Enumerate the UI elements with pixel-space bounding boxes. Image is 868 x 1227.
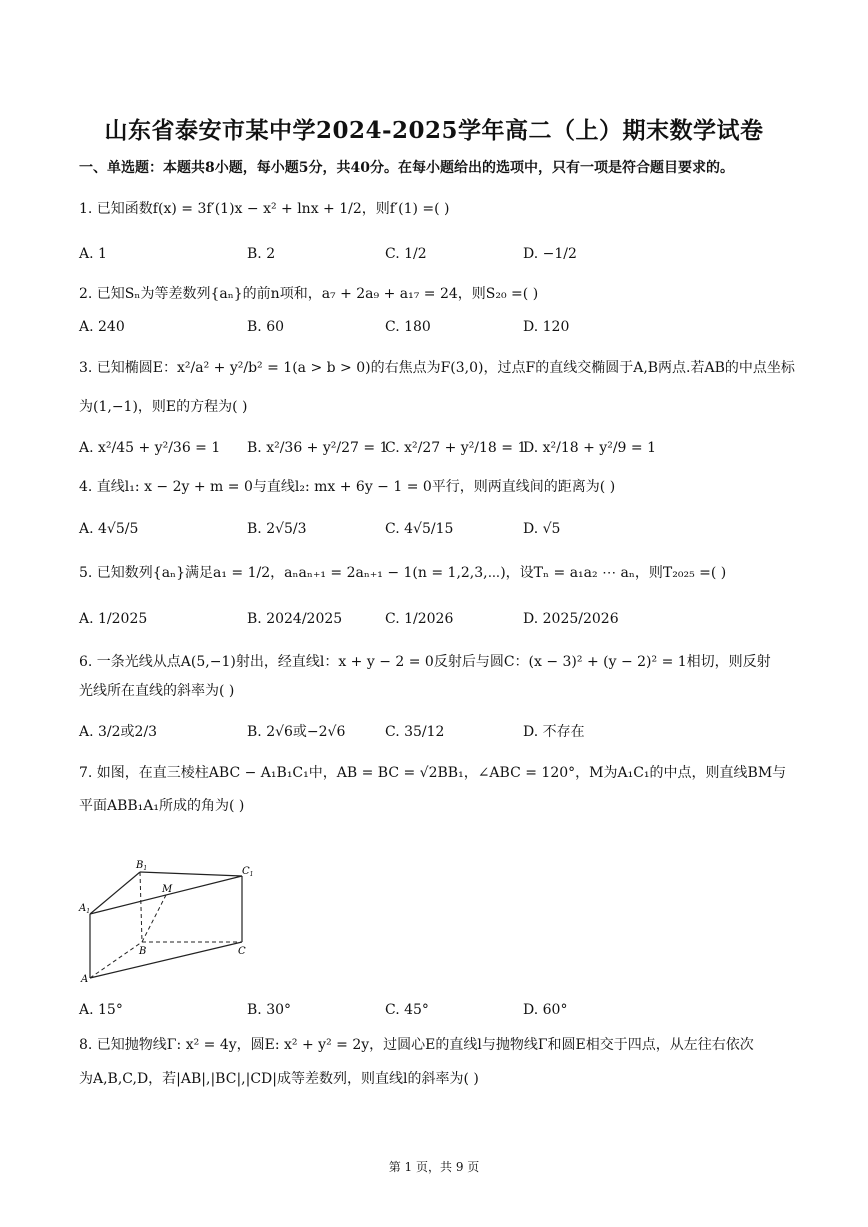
q7-option-b: B. 30° — [247, 1002, 292, 1018]
q1-option-d: D. −1/2 — [523, 246, 577, 262]
question-7-stem: 7. 如图，在直三棱柱ABC − A₁B₁C₁中，AB = BC = √2BB₁，∠ABC = 120°，M为A₁C₁的中点，则直线BM与 — [79, 765, 787, 781]
prism-figure — [76, 858, 266, 986]
question-7-stem-cont: 平面ABB₁A₁所成的角为( ) — [79, 798, 245, 814]
q4-option-c: C. 4√5/15 — [385, 521, 454, 537]
question-8-stem: 8. 已知抛物线Γ: x² = 4y，圆E: x² + y² = 2y，过圆心E的直线l与抛物线Γ和圆E相交于四点，从左往右依次 — [79, 1037, 754, 1053]
label-b1: $B_1$ — [136, 860, 148, 872]
q1-option-b: B. 2 — [247, 246, 276, 262]
q4-option-a: A. 4√5/5 — [79, 521, 139, 537]
label-c1: $C_1$ — [242, 866, 254, 878]
q2-option-c: C. 180 — [385, 319, 431, 335]
question-5-stem: 5. 已知数列{aₙ}满足a₁ = 1/2，aₙaₙ₊₁ = 2aₙ₊₁ − 1(n = 1,2,3,⋯)，设Tₙ = a₁a₂ ⋯ aₙ，则T₂₀₂₅ =( ) — [79, 565, 727, 581]
label-b: B — [139, 946, 147, 957]
q4-option-d: D. √5 — [523, 521, 561, 537]
q7-option-d: D. 60° — [523, 1002, 568, 1018]
edge-bb1 — [140, 872, 142, 942]
q3-option-b: B. x²/36 + y²/27 = 1 — [247, 440, 389, 456]
q1-option-a: A. 1 — [79, 246, 107, 262]
edge-ab — [90, 942, 142, 978]
question-6-stem: 6. 一条光线从点A(5,−1)射出，经直线l：x + y − 2 = 0反射后与圆C：(x − 3)² + (y − 2)² = 1相切，则反射 — [79, 654, 771, 670]
edge-ac — [90, 942, 242, 978]
edge-b1c1 — [140, 872, 242, 876]
q4-option-b: B. 2√5/3 — [247, 521, 307, 537]
q5-option-b: B. 2024/2025 — [247, 611, 343, 627]
q6-option-a: A. 3/2或2/3 — [79, 724, 158, 740]
question-3-stem-cont: 为(1,−1)，则E的方程为( ) — [79, 399, 248, 415]
q5-option-d: D. 2025/2026 — [523, 611, 619, 627]
q7-option-c: C. 45° — [385, 1002, 429, 1018]
question-8-stem-cont: 为A,B,C,D，若|AB|,|BC|,|CD|成等差数列，则直线l的斜率为( ) — [79, 1071, 479, 1087]
q2-option-b: B. 60 — [247, 319, 285, 335]
q3-option-c: C. x²/27 + y²/18 = 1 — [385, 440, 527, 456]
question-6-stem-cont: 光线所在直线的斜率为( ) — [79, 683, 235, 699]
question-2-stem: 2. 已知Sₙ为等差数列{aₙ}的前n项和，a₇ + 2a₉ + a₁₇ = 24，则S₂₀ =( ) — [79, 286, 539, 302]
q3-option-a: A. x²/45 + y²/36 = 1 — [79, 440, 221, 456]
q2-option-d: D. 120 — [523, 319, 570, 335]
label-m: M — [162, 884, 173, 895]
q6-option-c: C. 35/12 — [385, 724, 445, 740]
q2-option-a: A. 240 — [79, 319, 125, 335]
label-a1: $A_1$ — [79, 903, 91, 915]
question-3-stem: 3. 已知椭圆E：x²/a² + y²/b² = 1(a > b > 0)的右焦点为F(3,0)，过点F的直线交椭圆于A,B两点.若AB的中点坐标 — [79, 360, 795, 376]
q7-option-a: A. 15° — [79, 1002, 123, 1018]
label-a: A — [81, 974, 89, 985]
section-heading: 一、单选题：本题共8小题，每小题5分，共40分。在每小题给出的选项中，只有一项是符合题目要求的。 — [79, 160, 734, 176]
q6-option-b: B. 2√6或−2√6 — [247, 724, 346, 740]
q6-option-d: D. 不存在 — [523, 724, 585, 740]
question-4-stem: 4. 直线l₁: x − 2y + m = 0与直线l₂: mx + 6y − 1 = 0平行，则两直线间的距离为( ) — [79, 479, 616, 495]
q3-option-d: D. x²/18 + y²/9 = 1 — [523, 440, 656, 456]
q1-option-c: C. 1/2 — [385, 246, 427, 262]
q5-option-c: C. 1/2026 — [385, 611, 454, 627]
q5-option-a: A. 1/2025 — [79, 611, 148, 627]
segment-bm — [142, 895, 166, 942]
page-footer: 第 1 页，共 9 页 — [388, 1160, 480, 1174]
question-1-stem: 1. 已知函数f(x) = 3f′(1)x − x² + lnx + 1/2，则f′(1) =( ) — [79, 201, 450, 217]
page-title: 山东省泰安市某中学2024-2025学年高二（上）期末数学试卷 — [104, 117, 764, 144]
label-c: C — [238, 946, 246, 957]
